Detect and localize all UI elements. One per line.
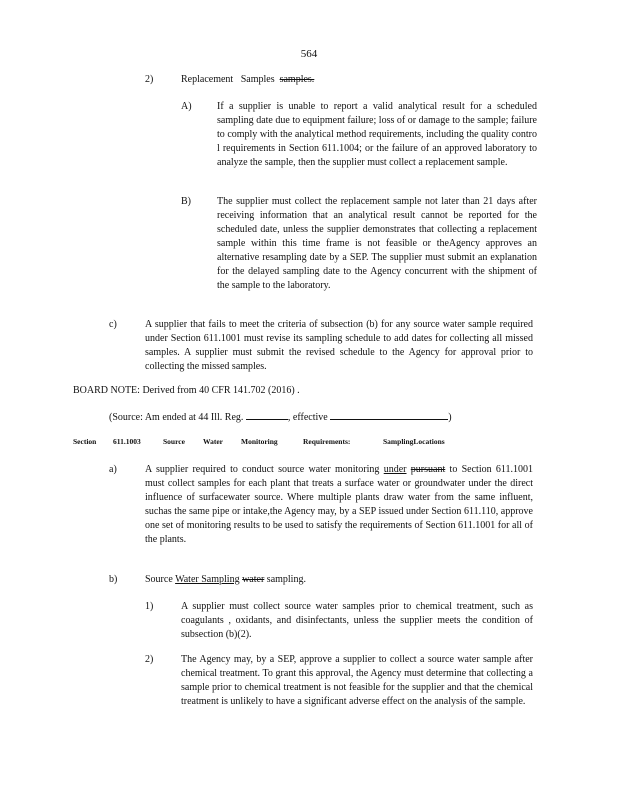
section-item-b-pre: Source [145,574,173,585]
section-item-b-heading [145,573,306,587]
section-item-a-post: to Section 611.1001 must collect samples for each plant that treats a surface water or groundwater under the direct influence of surfacewater source. Where multiple plants draw water from the same influent, suchas the same pipe or intake,the Agency may, by a SEP issued under Section 611.110, approve one set of monitoring results to be used to satisfy the requirements of Section 611.1001 for all of the plants. [145,464,534,545]
source-note-prefix: (Source: Am ended at 44 Ill. Reg. [109,412,244,423]
section-number: 611.1003 [113,437,141,446]
item-B-label: B) [181,196,191,207]
section-title-word-2: Water [203,437,223,446]
item-B-text: The supplier must collect the replacement sample not later than 21 days after receiving information that an analytical result cannot be reported for the scheduled date, unless the supplier demonstrates that collecting a replacement sample within this time frame is not feasible or theAgency approves an alternative resampling date by a SEP. The supplier must submit an explanation for the delayed sampling date to the Agency concurrent with the shipment of the sample to the laboratory. [217,196,537,291]
section-title-word-5: SamplingLocations [383,437,445,446]
section-title-word-1: Source [163,437,185,446]
item-c-text: A supplier that fails to meet the criteria of subsection (b) for any source water sample required under Section 611.1001 must revise its sampling schedule to add dates for collecting all missed samples. A supplier must submit the revised schedule to the Agency for approval prior to collecting the missed samples. [145,319,533,372]
item-2-struck-text: samples. [279,74,315,85]
register-page-blank [246,410,288,420]
item-A-label: A) [181,101,192,112]
item-c-label: c) [109,319,117,330]
item-2-label: 2) [145,74,154,85]
source-note-close: ) [448,412,452,423]
board-note: BOARD NOTE: Derived from 40 CFR 141.702 (2016) . [73,385,300,396]
section-word: Section [73,437,97,446]
page-number: 564 [300,48,318,60]
section-item-b-struck: water [242,574,265,585]
section-title-word-4: Requirements: [303,437,351,446]
section-item-a-pre: A supplier required to conduct source water monitoring [145,464,380,475]
section-item-b2-label: 2) [145,654,154,665]
section-item-a-label: a) [109,464,117,475]
section-item-b-underlined: Water Sampling [175,574,240,585]
section-item-b1-label: 1) [145,601,154,612]
section-item-a-underlined: under [383,464,407,475]
section-item-a-struck: pursuant [410,464,446,475]
source-note [109,410,452,425]
source-note-effective: , effective [287,412,328,423]
section-item-b2-text: The Agency may, by a SEP, approve a supplier to collect a source water sample after chemical treatment. To grant this approval, the Agency must determine that collecting a sample prior to chemical treatment is not feasible for the supplier and that the chemical treatment is unlikely to have a significant adverse effect on the analysis of the sample. [181,654,533,707]
section-item-b1-text: A supplier must collect source water samples prior to chemical treatment, such as coagulants , oxidants, and disinfectants, unless the supplier meets the condition of subsection (b)(2). [181,601,533,640]
section-item-b-label: b) [109,574,118,585]
item-2-heading [181,73,314,87]
item-A-text: If a supplier is unable to report a valid analytical result for a scheduled sampling date due to equipment failure; loss of or damage to the sample; failure to comply with the analytical method requirements, including the quality contro l requirements in Section 611.1004; or the failure of an approved laboratory to analyze the sample, then the supplier must collect a replacement sample. [217,101,537,168]
item-2-title: Replacement Samples [181,74,275,85]
section-item-a-text [145,463,533,547]
section-item-b-post: sampling. [266,574,306,585]
effective-date-blank [330,410,448,420]
section-title-word-3: Monitoring [241,437,278,446]
